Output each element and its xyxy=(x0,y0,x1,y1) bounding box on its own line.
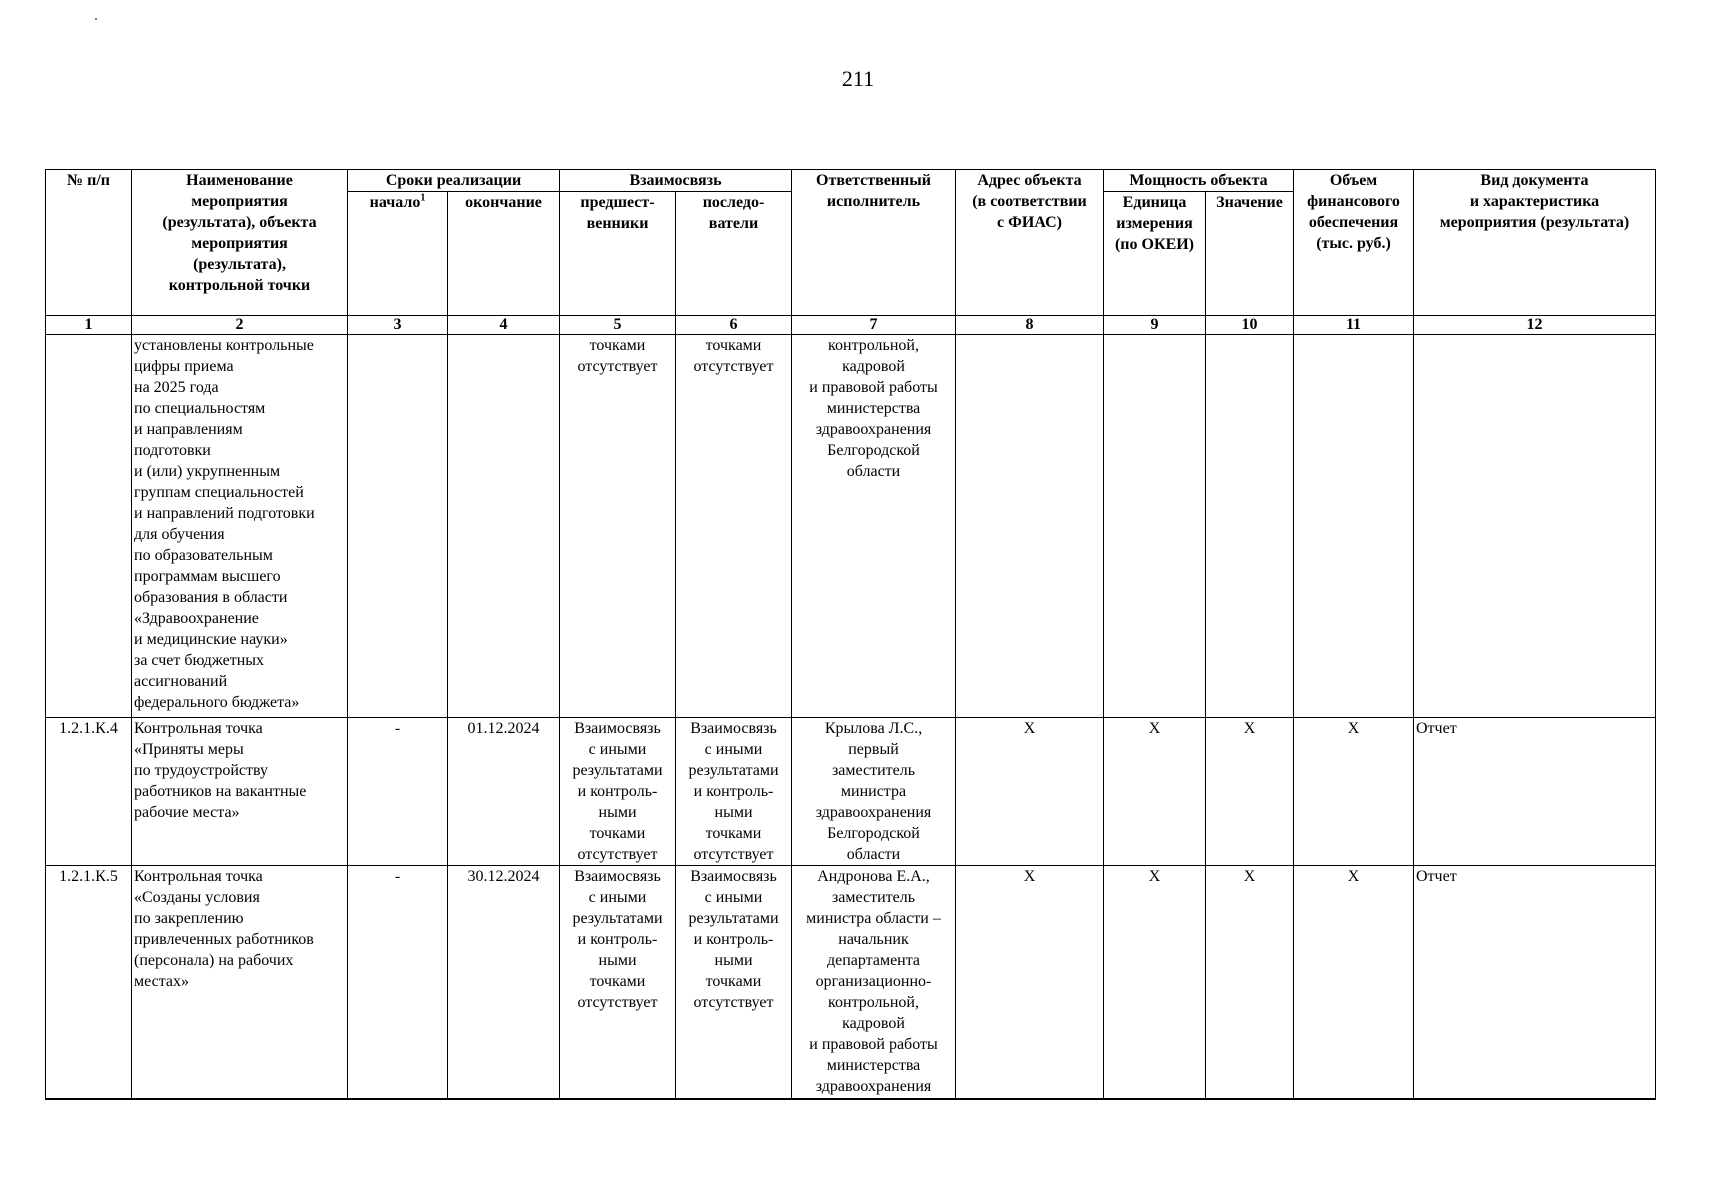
column-number: 6 xyxy=(676,316,792,335)
cell-end: 30.12.2024 xyxy=(448,866,560,1100)
cell-start: - xyxy=(348,718,448,866)
cell-unit: X xyxy=(1104,718,1206,866)
cell-unit: X xyxy=(1104,866,1206,1100)
column-number: 2 xyxy=(132,316,348,335)
column-number: 4 xyxy=(448,316,560,335)
cell-responsible: Крылова Л.С., первый заместитель министра здравоохранения Белгородской области xyxy=(792,718,956,866)
footnote-mark: 1 xyxy=(420,192,426,204)
header-terms: Сроки реализации xyxy=(348,170,560,192)
cell-name: Контрольная точка «Приняты меры по трудоустройству работников на вакантные рабочие места» xyxy=(132,718,348,866)
column-number: 8 xyxy=(956,316,1104,335)
cell-end xyxy=(448,335,560,718)
cell-predecessors: Взаимосвязь с иными результатами и контроль- ными точками отсутствует xyxy=(560,866,676,1100)
cell-successors: Взаимосвязь с иными результатами и контроль- ными точками отсутствует xyxy=(676,718,792,866)
cell-unit xyxy=(1104,335,1206,718)
measures-table xyxy=(45,169,1656,1100)
cell-name: Контрольная точка «Созданы условия по закреплению привлеченных работников (персонала) на рабочих местах» xyxy=(132,866,348,1100)
cell-value: X xyxy=(1206,866,1294,1100)
column-number: 1 xyxy=(46,316,132,335)
header-doc-type: Вид документа и характеристика мероприятия (результата) xyxy=(1414,170,1656,316)
header-address: Адрес объекта (в соответствии с ФИАС) xyxy=(956,170,1104,316)
cell-num: 1.2.1.К.4 xyxy=(46,718,132,866)
header-link: Взаимосвязь xyxy=(560,170,792,192)
header-responsible: Ответственный исполнитель xyxy=(792,170,956,316)
cell-finance xyxy=(1294,335,1414,718)
header-name: Наименование мероприятия (результата), объекта мероприятия (результата), контрольной точки xyxy=(132,170,348,316)
header-end: окончание xyxy=(448,192,560,316)
cell-doc-type: Отчет xyxy=(1414,866,1656,1100)
cell-address: X xyxy=(956,866,1104,1100)
column-number: 10 xyxy=(1206,316,1294,335)
cell-start xyxy=(348,335,448,718)
cell-responsible: Андронова Е.А., заместитель министра области – начальник департамента организационно- контрольной, кадровой и правовой работы министерства здравоохранения xyxy=(792,866,956,1100)
cell-doc-type xyxy=(1414,335,1656,718)
cell-address: X xyxy=(956,718,1104,866)
cell-successors: Взаимосвязь с иными результатами и контроль- ными точками отсутствует xyxy=(676,866,792,1100)
cell-successors: точками отсутствует xyxy=(676,335,792,718)
cell-name: установлены контрольные цифры приема на 2025 года по специальностям и направлениям подготовки и (или) укрупненным группам специальностей и направлений подготовки для обучения по образовательным программам высшего образования в области «Здравоохранение и медицинские науки» за счет бюджетных ассигнований федерального бюджета» xyxy=(132,335,348,718)
cell-num: 1.2.1.К.5 xyxy=(46,866,132,1100)
cell-num xyxy=(46,335,132,718)
cell-responsible: контрольной, кадровой и правовой работы министерства здравоохранения Белгородской области xyxy=(792,335,956,718)
table-row xyxy=(46,335,1656,718)
table-row xyxy=(46,718,1656,866)
header-value: Значение xyxy=(1206,192,1294,316)
cell-finance: X xyxy=(1294,866,1414,1100)
cell-value xyxy=(1206,335,1294,718)
header-unit: Единица измерения (по ОКЕИ) xyxy=(1104,192,1206,316)
table-row xyxy=(46,866,1656,1100)
cell-start: - xyxy=(348,866,448,1100)
column-number-row xyxy=(46,316,1656,335)
cell-doc-type: Отчет xyxy=(1414,718,1656,866)
cell-address xyxy=(956,335,1104,718)
column-number: 3 xyxy=(348,316,448,335)
cell-finance: X xyxy=(1294,718,1414,866)
cell-value: X xyxy=(1206,718,1294,866)
header-row-top xyxy=(46,170,1656,192)
column-number: 12 xyxy=(1414,316,1656,335)
column-number: 7 xyxy=(792,316,956,335)
scan-speck xyxy=(95,18,97,20)
cell-predecessors: точками отсутствует xyxy=(560,335,676,718)
cell-end: 01.12.2024 xyxy=(448,718,560,866)
header-num: № п/п xyxy=(46,170,132,316)
column-number: 11 xyxy=(1294,316,1414,335)
header-start xyxy=(348,192,448,316)
header-capacity: Мощность объекта xyxy=(1104,170,1294,192)
cell-predecessors: Взаимосвязь с иными результатами и контроль- ными точками отсутствует xyxy=(560,718,676,866)
column-number: 9 xyxy=(1104,316,1206,335)
header-finance: Объем финансового обеспечения (тыс. руб.) xyxy=(1294,170,1414,316)
header-successors: последо- ватели xyxy=(676,192,792,316)
column-number: 5 xyxy=(560,316,676,335)
page-number: 211 xyxy=(841,66,875,91)
header-start-label: начало xyxy=(369,194,421,211)
header-predecessors: предшест- венники xyxy=(560,192,676,316)
